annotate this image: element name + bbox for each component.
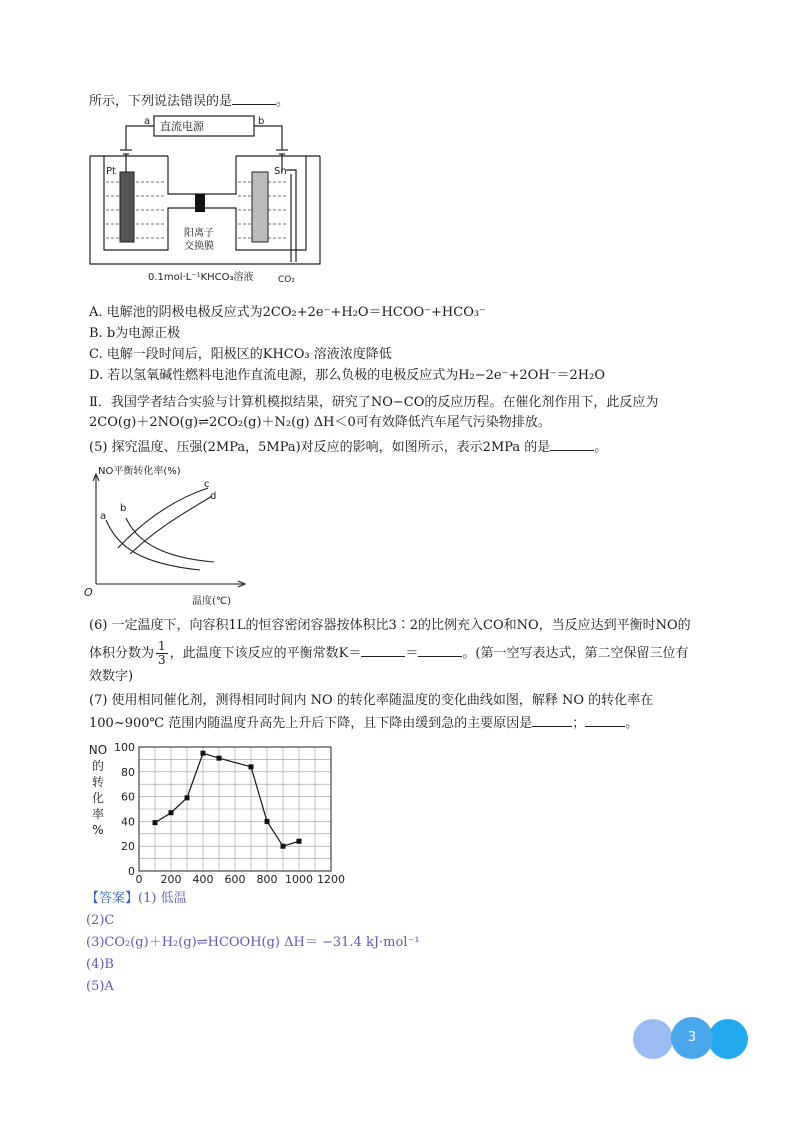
answer-3: (3)CO₂(g)＋H₂(g)⇌HCOOH(g) ΔH＝ −31.4 kJ·mol⁻¹ xyxy=(86,935,420,950)
data-point xyxy=(201,751,206,756)
answer-blank xyxy=(361,644,405,657)
option-a: A. 电解池的阴极电极反应式为2CO₂+2e⁻+H₂O＝HCOO⁻+HCO₃⁻ xyxy=(89,305,486,320)
part2-line1: Ⅱ．我国学者结合实验与计算机模拟结果，研究了NO−CO的反应历程。在催化剂作用下，此反应为 xyxy=(89,395,659,410)
y-axis-label: % xyxy=(92,823,104,837)
fig1-ylabel: NO平衡转化率(%) xyxy=(98,466,181,477)
curve-c-label: c xyxy=(204,479,210,490)
question-7-line2: 100~900℃ 范围内随温度升高先上升后下降，且下降由缓到急的主要原因是 ； 。 xyxy=(89,716,639,731)
data-point xyxy=(153,820,158,825)
data-point xyxy=(297,839,302,844)
answer-5: (5)A xyxy=(86,979,114,994)
x-tick-label: 1000 xyxy=(285,873,313,883)
equilibrium-conversion-figure xyxy=(82,462,252,612)
x-tick-label: 400 xyxy=(192,873,214,883)
x-tick-label: 200 xyxy=(160,873,182,883)
y-tick-label: 20 xyxy=(121,840,135,854)
y-axis-label: 的 xyxy=(91,759,105,773)
data-point xyxy=(217,756,222,761)
electrolysis-cell-diagram xyxy=(86,112,331,292)
y-tick-label: 40 xyxy=(121,815,135,829)
question-7-line1: (7) 使用相同催化剂，测得相同时间内 NO 的转化率随温度的变化曲线如图，解释 NO 的转化率在 xyxy=(89,693,654,708)
option-b: B. b为电源正极 xyxy=(89,326,181,341)
power-label: 直流电源 xyxy=(160,120,204,133)
answer-1: 【答案】(1) 低温 xyxy=(86,891,187,906)
data-point xyxy=(265,819,270,824)
co2-label: CO₂ xyxy=(278,275,295,285)
y-tick-label: 100 xyxy=(114,741,135,754)
page-circle-right xyxy=(708,1019,748,1059)
answer-blank xyxy=(532,714,572,727)
answer-blank xyxy=(585,714,625,727)
fig1-xlabel: 温度(℃) xyxy=(192,596,232,607)
answer-2: (2)C xyxy=(86,913,115,928)
sn-electrode xyxy=(252,172,268,242)
membrane-label-2: 交换膜 xyxy=(184,241,214,252)
sn-label: Sn xyxy=(274,166,287,177)
answer-4: (4)B xyxy=(86,957,114,972)
data-point xyxy=(249,764,254,769)
answer-blank xyxy=(232,92,276,105)
terminal-b-label: b xyxy=(258,116,265,127)
option-c: C. 电解一段时间后，阳极区的KHCO₃ 溶液浓度降低 xyxy=(89,347,392,362)
electrolyte-label: 0.1mol·L⁻¹KHCO₃溶液 xyxy=(148,272,254,283)
x-tick-label: 800 xyxy=(256,873,278,883)
data-point xyxy=(169,810,174,815)
x-tick-label: 600 xyxy=(224,873,246,883)
page-number: 3 xyxy=(671,1017,713,1059)
y-tick-label: 0 xyxy=(128,865,135,878)
no-conversion-chart xyxy=(82,738,362,883)
x-tick-label: 0 xyxy=(135,873,143,883)
y-axis-label: 化 xyxy=(91,791,105,805)
y-axis-label: 率 xyxy=(91,807,105,821)
pt-electrode xyxy=(120,172,134,242)
membrane-label-1: 阳离子 xyxy=(184,228,214,239)
y-tick-label: 60 xyxy=(121,790,135,804)
answer-blank xyxy=(418,644,462,657)
data-point xyxy=(185,795,190,800)
fraction-one-third: $\frac{1}{3}$ xyxy=(158,639,166,667)
question-intro: 所示，下列说法错误的是 。 xyxy=(89,94,290,109)
question-6-line2: 体积分数为 $\frac{1}{3}$ ，此温度下该反应的平衡常数K＝ ＝ 。(第一空写表达式，第二空保留三位有 xyxy=(89,639,689,667)
y-axis-label: 转 xyxy=(91,775,105,789)
part2-line2: 2CO(g)＋2NO(g)⇌2CO₂(g)＋N₂(g) ΔH＜0可有效降低汽车尾气污染物排放。 xyxy=(89,415,551,430)
question-6-line3: 效数字) xyxy=(89,669,134,684)
x-tick-label: 1200 xyxy=(317,873,345,883)
fig1-origin: O xyxy=(84,586,93,599)
y-tick-label: 80 xyxy=(121,765,135,779)
page-circle-left xyxy=(633,1019,673,1059)
option-d: D. 若以氢氧碱性燃料电池作直流电源，那么负极的电极反应式为H₂−2e⁻+2OH⁻＝2H₂O xyxy=(89,368,605,383)
curve-d-label: d xyxy=(210,491,217,502)
pt-label: Pt xyxy=(106,166,116,177)
curve-b-label: b xyxy=(120,503,127,514)
terminal-a-label: a xyxy=(144,116,151,127)
data-point xyxy=(281,844,286,849)
curve-a-label: a xyxy=(100,511,107,522)
y-axis-label: NO xyxy=(88,743,108,757)
membrane xyxy=(195,194,205,212)
curve-c xyxy=(118,488,208,548)
series-line xyxy=(155,753,299,846)
question-5: (5) 探究温度、压强(2MPa，5MPa)对反应的影响，如图所示，表示2MPa 的是 。 xyxy=(89,440,608,455)
answer-blank xyxy=(550,438,594,451)
question-6-line1: (6) 一定温度下，向容积1L的恒容密闭容器按体积比3∶2的比例充入CO和NO，当反应达到平衡时NO的 xyxy=(89,618,691,633)
